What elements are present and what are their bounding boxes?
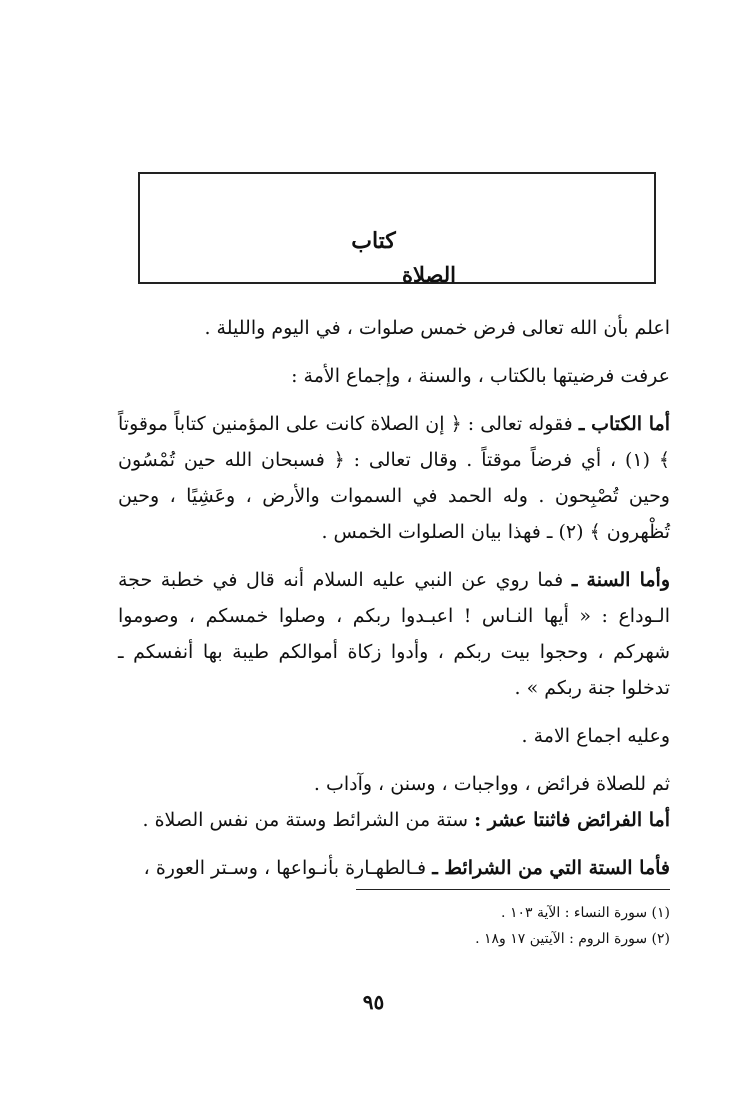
paragraph-obligations: أما الفرائض فاثنتا عشر : ستة من الشرائط وستة من نفس الصلاة . [142, 809, 670, 831]
footnote-1: (١) سورة النساء : الآية ١٠٣ . [501, 905, 670, 921]
page-number: ٩٥ [362, 990, 385, 1014]
footnotes [300, 900, 670, 952]
chapter-title: الصلاة [402, 262, 456, 287]
paragraph-conditions: فأما الستة التي من الشرائط ـ فـالطهـارة بأنـواعها ، وسـتر العورة ، [143, 857, 670, 879]
paragraph-sources: عرفت فرضيتها بالكتاب ، والسنة ، وإجماع الأمة : [291, 365, 670, 387]
paragraph-sunnah-evidence: وأما السنة ـ فما روي عن النبي عليه السلام أنه قال في خطبة حجة الـوداع : « أيها النـاس ! اعبـدوا ربكم ، وصلوا خمسكم ، وصوموا شهركم ، وحجوا بيت ربكم ، وأدوا زكاة أموالكم طيبة بها أنفسكم ـ تدخلوا جنة ربكم » . [118, 569, 671, 699]
footnote-separator [356, 889, 670, 890]
paragraph-book-evidence: أما الكتاب ـ فقوله تعالى : ﴿ إن الصلاة كانت على المؤمنين كتاباً موقوتاً ﴾ (١) ، أي فرضاً موقتاً . وقال تعالى : ﴿ فسبحان الله حين تُمْسُون وحين تُصْبِحون . وله الحمد في السموات والأرض ، وعَشِيًا ، وحين تُظْهرون ﴾ (٢) ـ فهذا بيان الصلوات الخمس . [118, 413, 671, 543]
chapter-underline [328, 283, 398, 284]
chapter-title-line [336, 262, 456, 290]
book-heading: كتاب [351, 228, 396, 254]
footnote-2: (٢) سورة الروم : الآيتين ١٧ و١٨ . [475, 931, 670, 947]
paragraph-categories: ثم للصلاة فرائض ، وواجبات ، وسنن ، وآداب . [313, 773, 670, 795]
main-text [118, 310, 670, 886]
paragraph-intro: اعلم بأن الله تعالى فرض خمس صلوات ، في اليوم والليلة . [204, 317, 670, 339]
paragraph-consensus: وعليه اجماع الامة . [521, 725, 670, 747]
